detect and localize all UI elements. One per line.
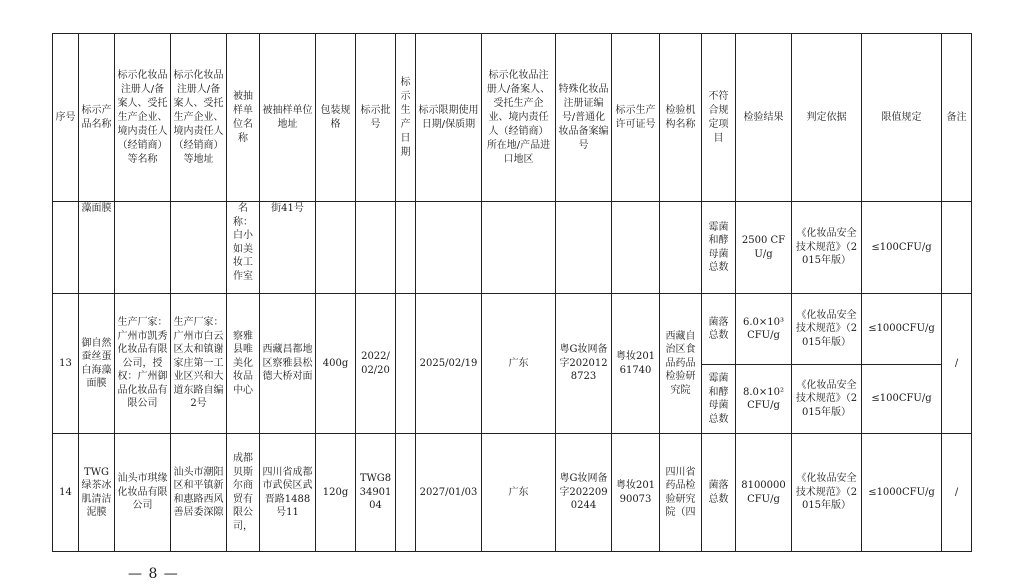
cell-sampled-address: 西藏昌都地区察雅县松德大桥对面 [260,294,316,434]
page-number: — 8 — [128,566,179,582]
cell-basis: 《化妆品安全技术规范》（2015年版） [792,365,862,434]
cell-sampled-unit: 察雅县唯美化妆品中心 [227,294,260,434]
header-cell: 不符合规定项目 [702,34,736,202]
cell-remark: / [942,434,972,552]
cell-remark [942,202,972,294]
header-cell: 检验机构名称 [660,34,702,202]
cell-expiry [416,202,482,294]
cell-spec [316,202,356,294]
cell-org-address [171,202,227,294]
cell-prod-date [396,294,416,434]
cell-lab [660,202,702,294]
header-cell: 标示化妆品注册人/备案人、受托生产企业、境内责任人（经销商）等名称 [115,34,171,202]
cell-org-address: 汕头市潮阳区和平镇新和惠路西风善居委深隙 [171,434,227,552]
cell-test-item: 菌落总数 [702,434,736,552]
cell-sampled-unit: 成都贝斯尔商贸有限公司， [227,434,260,552]
header-cell: 标示生产许可证号 [612,34,660,202]
header-cell: 包装规格 [316,34,356,202]
cell-license [612,202,660,294]
cell-spec: 400g [316,294,356,434]
cell-test-item: 霉菌和酵母菌总数 [702,365,736,434]
cell-limit: ≤100CFU/g [862,365,942,434]
cell-batch: TWG83490104 [356,434,396,552]
header-cell: 标示生产日期 [396,34,416,202]
cell-seq: 13 [53,294,79,434]
cell-batch [356,202,396,294]
header-cell: 标示批号 [356,34,396,202]
cell-basis: 《化妆品安全技术规范》（2015年版） [792,202,862,294]
cell-remark: / [942,294,972,434]
cell-sampled-unit: 名称：白小如美妆工作室 [227,202,260,294]
cell-prod-date [396,202,416,294]
cell-seq [53,202,79,294]
cell-region: 广东 [482,294,556,434]
table-row [53,434,972,552]
cell-org-name [115,202,171,294]
cell-spec: 120g [316,434,356,552]
cell-basis: 《化妆品安全技术规范》（2015年版） [792,294,862,365]
cell-region: 广东 [482,434,556,552]
table-row [53,294,972,365]
cell-sampled-address: 四川省成都市武侯区武晋路1488号11 [260,434,316,552]
cell-test-result: 2500 CFU/g [736,202,792,294]
cell-product-name: 藻面膜 [79,202,115,294]
cell-expiry: 2025/02/19 [416,294,482,434]
cell-product-name: TWG绿茶冰肌清洁泥膜 [79,434,115,552]
header-cell: 标示化妆品注册人/备案人、受托生产企业、境内责任人（经销商）所在地/产品进口地区 [482,34,556,202]
cell-seq: 14 [53,434,79,552]
cell-basis: 《化妆品安全技术规范》（2015年版） [792,434,862,552]
header-cell: 备注 [942,34,972,202]
header-cell: 标示化妆品注册人/备案人、受托生产企业、境内责任人（经销商）等地址 [171,34,227,202]
cell-limit: ≤1000CFU/g [862,294,942,365]
header-cell: 序号 [53,34,79,202]
cell-org-address: 生产厂家：广州市白云区太和镇谢家庄第一工业区兴和大道东路自编2号 [171,294,227,434]
header-cell: 被抽样单位地址 [260,34,316,202]
cell-limit: ≤1000CFU/g [862,434,942,552]
cell-product-name: 御自然蚕丝蛋白海藻面膜 [79,294,115,434]
cell-test-result: 6.0×10³ CFU/g [736,294,792,365]
cell-reg-no: 粤G妆网备字2022090244 [556,434,612,552]
cell-license: 粤妆20190073 [612,434,660,552]
table-row [53,202,972,294]
cell-lab: 四川省药品检验研究院（四 [660,434,702,552]
cell-test-item: 菌落总数 [702,294,736,365]
cell-lab: 西藏自治区食品药品检验研究院 [660,294,702,434]
cell-batch: 2022/02/20 [356,294,396,434]
cell-test-result: 8.0×10² CFU/g [736,365,792,434]
cell-reg-no: 粤G妆网备字2020128723 [556,294,612,434]
cell-region [482,202,556,294]
cell-sampled-address: 街41号 [260,202,316,294]
header-cell: 被抽样单位名称 [227,34,260,202]
cell-limit: ≤100CFU/g [862,202,942,294]
cell-expiry: 2027/01/03 [416,434,482,552]
cell-prod-date [396,434,416,552]
table-header-row [53,34,972,202]
header-cell: 标示限期使用日期/保质期 [416,34,482,202]
header-cell: 特殊化妆品注册证编号/普通化妆品备案编号 [556,34,612,202]
header-cell: 判定依据 [792,34,862,202]
header-cell: 限值规定 [862,34,942,202]
cell-test-result: 8100000 CFU/g [736,434,792,552]
header-cell: 检验结果 [736,34,792,202]
cell-license: 粤妆20161740 [612,294,660,434]
inspection-table [52,33,972,552]
cell-org-name: 生产厂家：广州市凯秀化妆品有限公司，授权：广州御品化妆品有限公司 [115,294,171,434]
header-cell: 标示产品名称 [79,34,115,202]
cell-reg-no [556,202,612,294]
cell-org-name: 汕头市琪缘化妆品有限公司 [115,434,171,552]
cell-test-item: 霉菌和酵母菌总数 [702,202,736,294]
